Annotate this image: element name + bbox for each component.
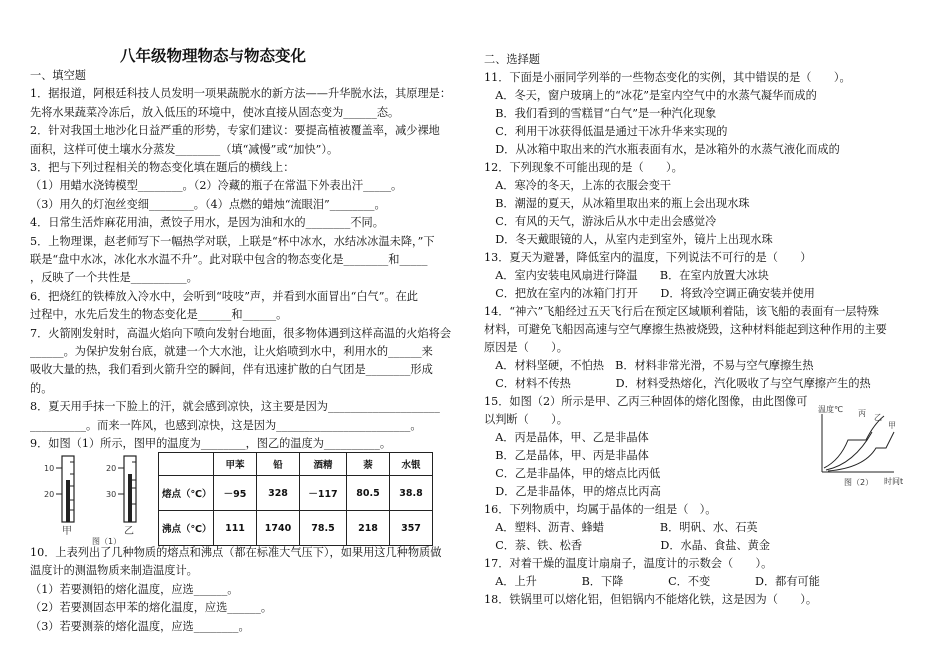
text-line: B．潮湿的夏天，从冰箱里取出来的瓶上会出现水珠 <box>484 197 750 210</box>
text-line: 二、选择题 <box>484 53 540 66</box>
tick-jia-2: 20 <box>44 490 55 499</box>
text-line: 材料，可避免飞船因高速与空气摩擦生热被烧毁，这种材料能起到这种作用的主要 <box>484 323 887 336</box>
text-line: __________。而来一阵风，也感到凉快，这是因为________________________。 <box>30 418 422 432</box>
graph-ylabel: 温度℃ <box>818 405 843 414</box>
text-line: （3）若要测萘的熔化温度，应选________。 <box>30 619 250 633</box>
tick-yi-1: 20 <box>106 464 117 473</box>
table-cell: 1740 <box>257 511 300 546</box>
table-cell: 357 <box>390 511 433 546</box>
table-row <box>159 511 433 546</box>
text-line: 吸收大量的热，我们看到火箭升空的瞬间，伴有迅速扩散的白气团是________形成 <box>30 363 433 377</box>
table-cell: 111 <box>214 511 257 546</box>
text-line: 以判断（ ）。 <box>484 413 568 426</box>
text-line: 17．对着干燥的温度计扇扇子，温度计的示数会（ ）。 <box>484 557 773 570</box>
text-line: 6．把烧红的铁棒放入冷水中，会听到“吱吱”声，并看到水面冒出“白气”。在此 <box>30 289 418 303</box>
text-line: C．有风的天气，游泳后从水中走出会感觉冷 <box>484 215 717 228</box>
text-line: 1．据报道，阿根廷科技人员发明一项果蔬脱水的新方法——升华脱水法，其原理是： <box>30 87 452 101</box>
table-cell: 38.8 <box>390 476 433 511</box>
text-line: 11．下面是小丽同学列举的一些物态变化的实例，其中错误的是（ ）。 <box>484 71 851 84</box>
text-line: 2．针对我国土地沙化日益严重的形势，专家们建议：要提高植被覆盖率，减少裸地 <box>30 124 440 138</box>
graph-label-yi: 乙 <box>874 413 882 422</box>
text-line: 12．下列现象不可能出现的是（ ）。 <box>484 161 683 174</box>
text-line: ，反映了一个共性是__________。 <box>30 271 198 285</box>
figure-1-caption: 图（1） <box>92 537 122 546</box>
thermometer-figure <box>40 452 160 542</box>
text-line: 温度计的测温物质来制造温度计。 <box>30 564 198 578</box>
table-cell: 水银 <box>390 453 433 476</box>
melting-graph <box>814 410 898 484</box>
table-cell: 萘 <box>347 453 390 476</box>
text-line: D．冬天戴眼镜的人，从室内走到室外，镜片上出现水珠 <box>484 233 773 246</box>
table-cell: －95 <box>214 476 257 511</box>
text-line: B．乙是晶体，甲、丙是非晶体 <box>484 449 649 462</box>
text-line: 过程中，水先后发生的物态变化是______和______。 <box>30 308 288 322</box>
text-line: 7．火箭刚发射时，高温火焰向下喷向发射台地面，很多物体遇到这样高温的火焰将会 <box>30 326 452 340</box>
table-cell: 熔点（℃） <box>159 476 214 511</box>
table-cell: 酒精 <box>300 453 347 476</box>
text-line: （1）若要测铅的熔化温度，应选______。 <box>30 582 239 596</box>
text-line: A．丙是晶体，甲、乙是非晶体 <box>484 431 649 444</box>
table-header-row <box>159 453 433 476</box>
text-line: 联是“盘中水冰，冰化水水温不升”。此对联中包含的物态变化是________和_____ <box>30 253 428 266</box>
text-line: （2）若要测固态甲苯的熔化温度，应选______。 <box>30 601 273 615</box>
table-cell: 甲苯 <box>214 453 257 476</box>
label-jia: 甲 <box>62 526 72 537</box>
text-line: C．乙是非晶体，甲的熔点比丙低 <box>484 467 661 480</box>
text-line: 8．夏天用手抹一下脸上的汗，就会感到凉快，这主要是因为____________________ <box>30 400 440 414</box>
text-line: 4．日常生活炸麻花用油，煮饺子用水，是因为油和水的________不同。 <box>30 216 384 230</box>
text-line: A．室内安装电风扇进行降温 B．在室内放置大冰块 <box>484 269 769 282</box>
table-cell <box>159 453 214 476</box>
table-cell: 78.5 <box>300 511 347 546</box>
text-line: （3）用久的灯泡丝变细________。（4）点燃的蜡烛“流眼泪”________。 <box>30 197 386 211</box>
text-line: 9．如图（1）所示，图甲的温度为________，图乙的温度为__________。 <box>30 437 392 450</box>
text-line: A．冬天，窗户玻璃上的“冰花”是室内空气中的水蒸气凝华而成的 <box>484 89 817 102</box>
table-cell: 328 <box>257 476 300 511</box>
text-line: ______。为保护发射台底，就建一个大水池，让火焰喷到水中，利用水的______来 <box>30 345 433 358</box>
text-line: A．塑料、沥青、蜂蜡 B．明矾、水、石英 <box>484 521 758 534</box>
text-line: 的。 <box>30 381 53 395</box>
text-line: C．利用干冰获得低温是通过干冰升华来实现的 <box>484 125 728 138</box>
text-line: 10．上表列出了几种物质的熔点和沸点（都在标准大气压下），如果用这几种物质做 <box>30 546 442 559</box>
text-line: 5．上物理课，赵老师写下一幅热学对联，上联是“杯中冰水，水结冰冰温未降，”下 <box>30 234 435 248</box>
table-cell: －117 <box>300 476 347 511</box>
figure-2-caption: 图（2） <box>844 478 874 487</box>
text-line: C．材料不传热 D．材料受热熔化，汽化吸收了与空气摩擦产生的热 <box>484 377 871 390</box>
text-line: 3．把与下列过程相关的物态变化填在题后的横线上： <box>30 161 295 174</box>
graph-label-bing: 丙 <box>858 409 866 418</box>
graph-xlabel: 时间t <box>884 477 904 486</box>
text-line: 先将水果蔬菜冷冻后，放入低压的环境中，使冰直接从固态变为______态。 <box>30 105 400 119</box>
text-line: 13．夏天为避暑，降低室内的温度，下列说法不可行的是（ ） <box>484 251 812 264</box>
table-cell: 218 <box>347 511 390 546</box>
table-cell: 沸点（℃） <box>159 511 214 546</box>
text-line: B．我们看到的雪糕冒“白气”是一种汽化现象 <box>484 107 717 120</box>
text-line: 一、填空题 <box>30 69 86 82</box>
text-line: C．把放在室内的冰箱门打开 D．将致冷空调正确安装并使用 <box>484 287 815 300</box>
tick-jia-1: 10 <box>44 464 55 473</box>
text-line: 16．下列物质中，均属于晶体的一组是（ ）。 <box>484 503 717 516</box>
text-line: （1）用蜡水浇铸模型________。（2）冷藏的瓶子在常温下外表出汗_____。 <box>30 179 403 193</box>
text-line: 面积，这样可使土壤水分蒸发________（填“减慢”或“加快”）。 <box>30 142 339 156</box>
text-line: D．从冰箱中取出来的汽水瓶表面有水，是冰箱外的水蒸气液化而成的 <box>484 143 840 156</box>
text-line: C．萘、铁、松香 D．水晶、食盐、黄金 <box>484 539 771 552</box>
text-line: A．寒冷的冬天，上冻的衣服会变干 <box>484 179 672 192</box>
table-cell: 80.5 <box>347 476 390 511</box>
text-line: 18．铁锅里可以熔化铝，但铝锅内不能熔化铁，这是因为（ ）。 <box>484 593 818 606</box>
label-yi: 乙 <box>124 526 134 537</box>
table-row <box>159 476 433 511</box>
text-line: 15．如图（2）所示是甲、乙丙三种固体的熔化图像，由此图像可 <box>484 395 808 408</box>
text-line: A．材料坚硬，不怕热 B．材料非常光滑，不易与空气摩擦生热 <box>484 359 814 372</box>
table-cell: 铅 <box>257 453 300 476</box>
text-line: 原因是（ ）。 <box>484 341 568 354</box>
text-line: D．乙是非晶体，甲的熔点比丙高 <box>484 485 661 498</box>
tick-yi-2: 30 <box>106 490 117 499</box>
graph-label-jia: 甲 <box>888 421 896 430</box>
thermometer-yi <box>118 456 136 522</box>
thermometer-jia <box>56 456 74 522</box>
page-title: 八年级物理物态与物态变化 <box>120 47 307 65</box>
melting-boiling-table <box>158 452 433 546</box>
text-line: A．上升 B．下降 C．不变 D．都有可能 <box>484 575 820 588</box>
text-line: 14．“神六”飞船经过五天飞行后在预定区域顺利着陆，该飞船的表面有一层特殊 <box>484 305 879 318</box>
